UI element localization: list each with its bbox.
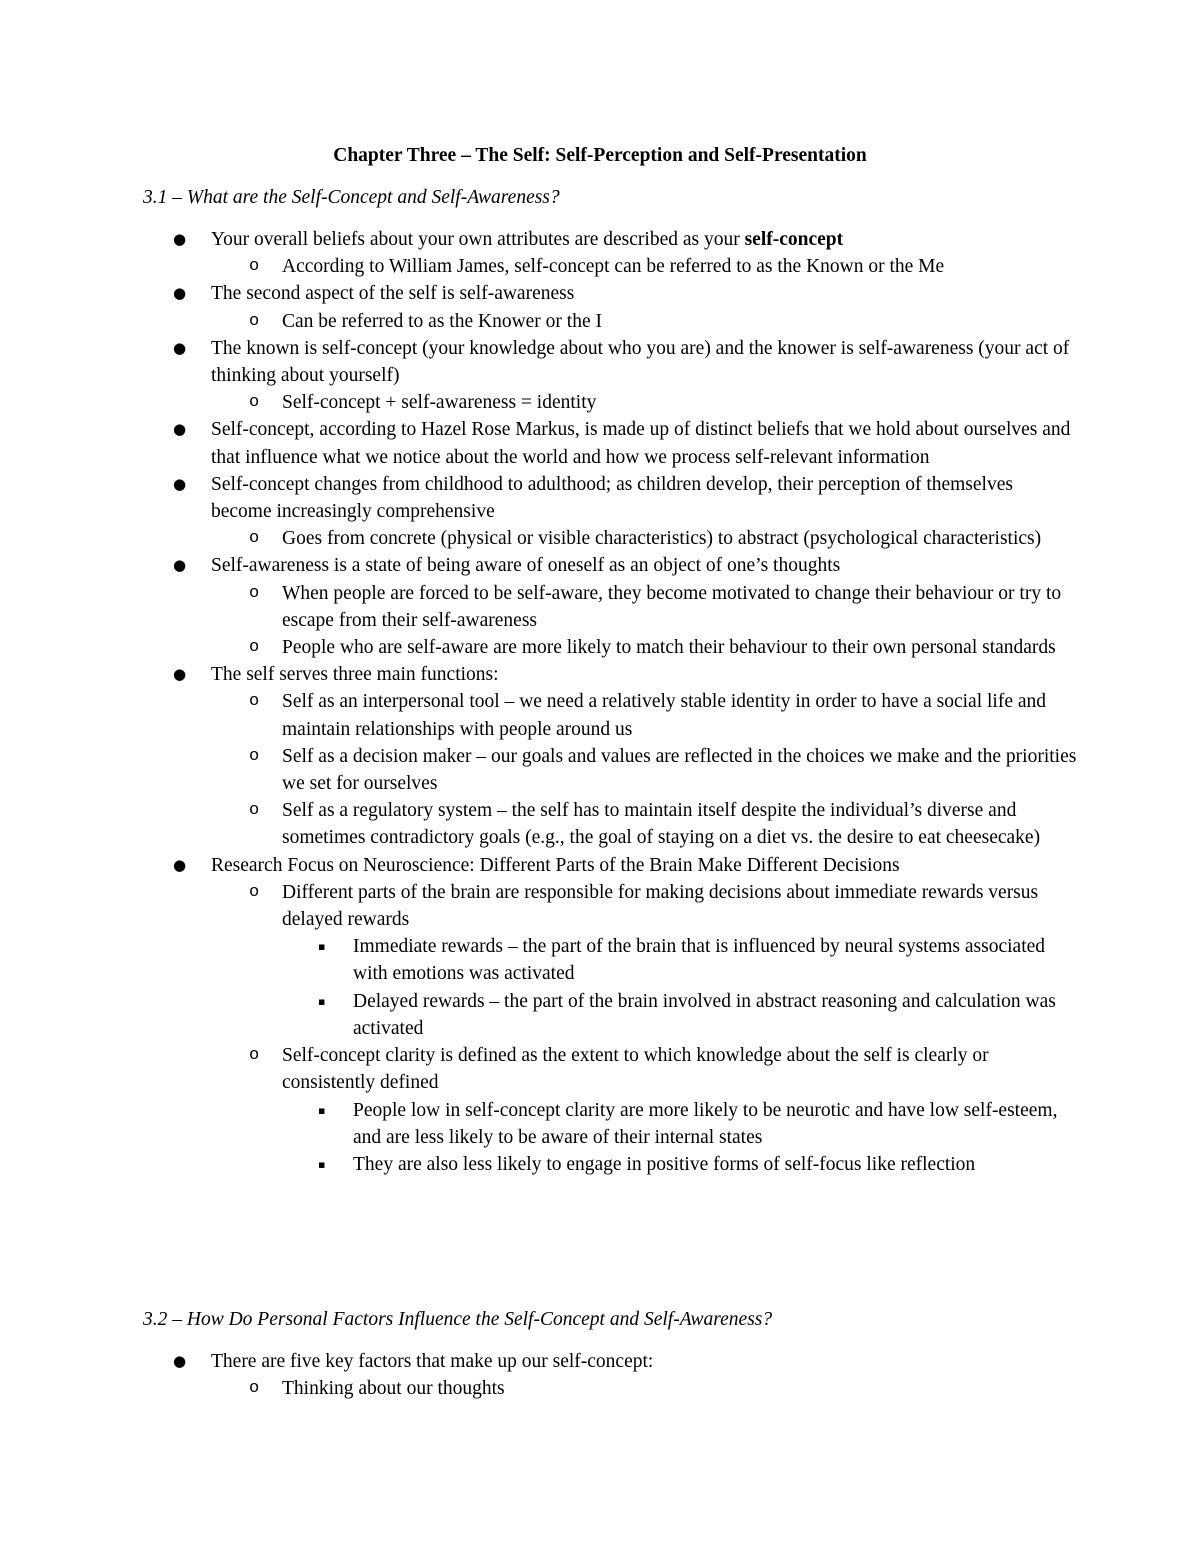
list-item-text: There are five key factors that make up our self-concept:: [211, 1351, 654, 1372]
bullet-icon: ●: [173, 665, 187, 684]
sub-sub-list-item: [0, 1097, 1063, 1151]
square-bullet-icon: ▪: [318, 1157, 326, 1171]
sub-sub-item-text: Immediate rewards – the part of the brain that is influenced by neural systems associated with emotions was activated: [353, 936, 1046, 985]
page-title: Chapter Three – The Self: Self-Perception and Self-Presentation: [333, 145, 867, 166]
sub-list-item: [0, 634, 1077, 661]
list-item: [0, 416, 1071, 470]
list-item-text: Self-concept changes from childhood to adulthood; as children develop, their perception of themselves become increasingly comprehensive: [211, 473, 1013, 523]
sub-list-item: [0, 389, 1077, 416]
sub-item-text: Thinking about our thoughts: [282, 1378, 505, 1400]
list-item-text: Self-awareness is a state of being aware of oneself as an object of one’s thoughts: [211, 555, 841, 577]
circle-bullet-icon: o: [249, 801, 260, 821]
circle-bullet-icon: o: [249, 257, 260, 277]
bullet-icon: ●: [173, 284, 187, 303]
bullet-icon: ●: [173, 230, 187, 248]
sub-item-text: People who are self-aware are more likely to match their behaviour to their own personal standards: [282, 637, 1056, 659]
list-item-text: The self serves three main functions:: [211, 664, 499, 686]
circle-bullet-icon: o: [249, 692, 260, 712]
circle-bullet-icon: o: [249, 1379, 260, 1399]
square-bullet-icon: ▪: [318, 1103, 326, 1117]
circle-bullet-icon: o: [249, 746, 260, 766]
sub-item-text: Self-concept clarity is defined as the extent to which knowledge about the self is clearly or consistently defined: [282, 1045, 989, 1094]
sub-list-item: [0, 1375, 1077, 1402]
sub-item-text: Different parts of the brain are responsible for making decisions about immediate rewards versus delayed rewards: [282, 881, 1039, 931]
list-item-text: The second aspect of the self is self-awareness: [211, 283, 575, 305]
sub-list-item: [0, 253, 1077, 280]
section-3-1-list: [0, 226, 1200, 1178]
section-3-2-list: [0, 1348, 1200, 1402]
bullet-icon: ●: [173, 855, 187, 874]
sub-item-text: Self-concept + self-awareness = identity: [282, 392, 597, 414]
list-item: [0, 335, 1071, 389]
square-bullet-icon: ▪: [318, 994, 326, 1008]
circle-bullet-icon: o: [249, 393, 260, 413]
list-item-text: Research Focus on Neuroscience: Different Parts of the Brain Make Different Decisions: [211, 854, 900, 876]
circle-bullet-icon: o: [249, 1046, 260, 1066]
sub-list-item: [0, 688, 1077, 742]
sub-list-item: [0, 743, 1077, 797]
sub-item-text: Can be referred to as the Knower or the I: [282, 310, 602, 332]
list-item: [0, 226, 1071, 253]
sub-item-text: Self as a decision maker – our goals and values are reflected in the choices we make and the priorities we set for ourselves: [282, 745, 1077, 795]
sub-sub-list-item: [0, 933, 1063, 987]
bullet-icon: ●: [173, 338, 187, 357]
list-item: [0, 1348, 1071, 1375]
sub-sub-list-item: [0, 1151, 1063, 1178]
circle-bullet-icon: o: [249, 529, 260, 549]
sub-sub-item-text: People low in self-concept clarity are more likely to be neurotic and have low self-esteem, and are less likely to be aware of their internal states: [353, 1099, 1058, 1148]
sub-list-item: [0, 879, 1077, 933]
sub-list-item: [0, 797, 1077, 851]
sub-item-text: Self as an interpersonal tool – we need a relatively stable identity in order to have a social life and maintain relationships with people around us: [282, 691, 1047, 740]
circle-bullet-icon: o: [249, 882, 260, 902]
bullet-icon: ●: [173, 420, 187, 439]
list-item: [0, 471, 1071, 525]
square-bullet-icon: ▪: [318, 940, 326, 954]
list-item: [0, 661, 1071, 688]
sub-list-item: [0, 1042, 1077, 1096]
circle-bullet-icon: o: [249, 311, 260, 331]
list-item: [0, 852, 1071, 879]
sub-item-text: Goes from concrete (physical or visible characteristics) to abstract (psychological characteristics): [282, 528, 1042, 550]
list-item-text: Your overall beliefs about your own attributes are described as your: [211, 229, 745, 250]
sub-list-item: [0, 580, 1077, 634]
section-heading-3-1: 3.1 – What are the Self-Concept and Self-Awareness?: [143, 187, 560, 208]
circle-bullet-icon: o: [249, 583, 260, 603]
sub-item-text: According to William James, self-concept can be referred to as the Known or the Me: [282, 256, 945, 278]
sub-item-text: When people are forced to be self-aware, they become motivated to change their behaviour or try to escape from their self-awareness: [282, 582, 1062, 631]
list-item-text: Self-concept, according to Hazel Rose Markus, is made up of distinct beliefs that we hold about ourselves and that influence what we notice about the world and how we process self-relevant information: [211, 419, 1071, 468]
sub-sub-item-text: They are also less likely to engage in positive forms of self-focus like reflection: [353, 1153, 976, 1175]
circle-bullet-icon: o: [249, 638, 260, 658]
bullet-icon: ●: [173, 556, 187, 575]
bold-term: self-concept: [744, 229, 844, 250]
bullet-icon: ●: [173, 474, 187, 493]
sub-item-text: Self as a regulatory system – the self has to maintain itself despite the individual’s diverse and sometimes contradictory goals (e.g., the goal of staying on a diet vs. the desire to eat cheesecake): [282, 800, 1041, 849]
section-heading-3-2: 3.2 – How Do Personal Factors Influence the Self-Concept and Self-Awareness?: [143, 1309, 773, 1330]
bullet-icon: ●: [173, 1352, 187, 1370]
sub-list-item: [0, 308, 1077, 335]
list-item-text: The known is self-concept (your knowledge about who you are) and the knower is self-awareness (your act of thinking about yourself): [211, 337, 1070, 387]
sub-sub-item-text: Delayed rewards – the part of the brain involved in abstract reasoning and calculation was activated: [353, 990, 1056, 1039]
sub-sub-list-item: [0, 988, 1063, 1042]
list-item: [0, 280, 1071, 307]
list-item: [0, 552, 1071, 579]
sub-list-item: [0, 525, 1077, 552]
